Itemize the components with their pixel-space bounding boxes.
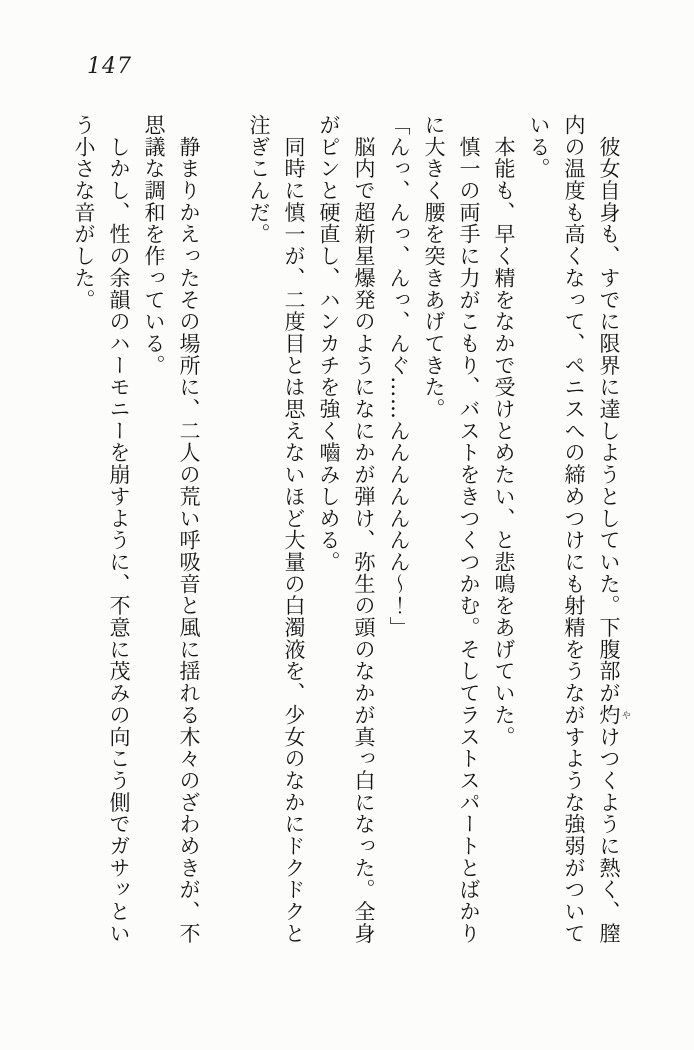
furigana: や: [620, 703, 630, 726]
text-line: 静まりかえったその場所に、二人の荒い呼吸音と風に揺れる木々のざわめきが、不: [177, 114, 201, 945]
text-line: 注ぎこんだ。: [247, 114, 271, 246]
text-line: いる。: [527, 114, 551, 180]
text-line: 同時に慎一が、二度目とは思えないほど大量の白濁液を、少女のなかにドクドクと: [282, 114, 306, 945]
text-line: 脳内で超新星爆発のようになにかが弾け、弥生の頭のなかが真っ白になった。全身: [352, 114, 376, 945]
text-line: しかし、性の余韻のハーモニーを崩すように、不意に茂みの向こう側でガサッとい: [107, 114, 131, 945]
page-number: 147: [87, 54, 132, 79]
blank-line: [206, 114, 241, 946]
text-line: 思議な調和を作っている。: [142, 114, 166, 377]
text-line: う小さな音がした。: [72, 114, 96, 311]
text-line: に大きく腰を突きあげてきた。: [422, 114, 446, 420]
furigana-ruby: 灼 や: [597, 703, 630, 726]
text-line: がピンと硬直し、ハンカチを強く嚙みしめる。: [317, 114, 341, 573]
text-line: 本能も、早く精をなかで受けとめたい、と悲鳴をあげていた。: [492, 114, 516, 748]
text-line: 慎一の両手に力がこもり、バストをきつくつかむ。そしてラストスパートとばかり: [457, 114, 481, 945]
text-line: 「んっ、んっ、んっ、んぐ……んんんんんんん〜！」: [387, 114, 411, 639]
text-block: [66, 114, 630, 946]
text-line: 彼女自身も、すでに限界に達しようとしていた。下腹部が灼 やけつくように熱く、膣: [597, 114, 630, 945]
text-line: 内の温度も高くなって、ペニスへの締めつけにも射精をうながすような強弱がついて: [562, 114, 586, 945]
